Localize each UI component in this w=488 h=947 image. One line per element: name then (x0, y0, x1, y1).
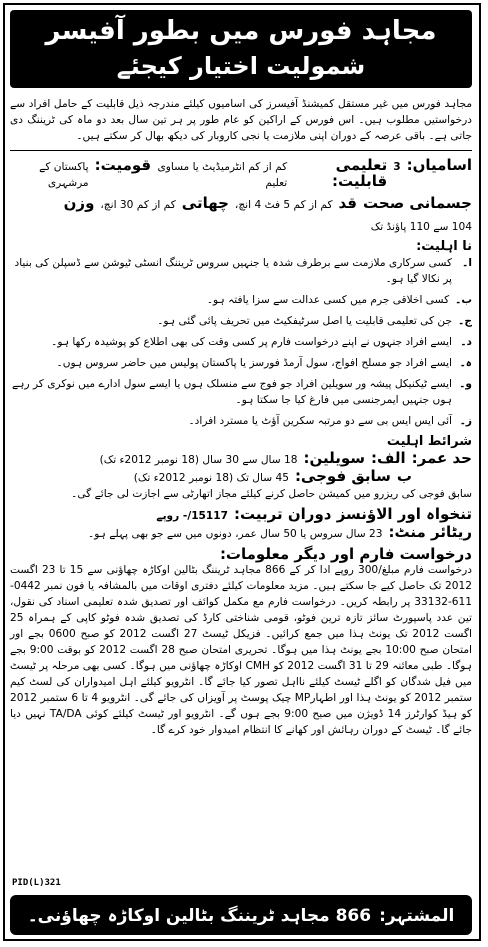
title-banner (10, 10, 472, 88)
weight-label: وزن (63, 194, 95, 212)
chest-value: کم از کم 30 انچ، (100, 199, 176, 211)
advertiser-banner (10, 895, 472, 935)
ex-serviceman-value: 45 سال تک (18 نومبر 2012ء تک) (133, 472, 289, 484)
item-mark: ہ۔ (459, 357, 472, 369)
item-text: جن کی تعلیمی قابلیت یا اصل سرٹیفکیٹ میں تحریف پائی گئی ہو۔ (157, 315, 452, 327)
item-mark: و۔ (459, 378, 472, 390)
list-item (10, 355, 472, 371)
retirement-row (10, 524, 472, 542)
salary-value: 15117/- روپے (156, 510, 229, 522)
nationality-label: قومیت: (94, 156, 152, 174)
application-text: درخواست فارم مبلغ/300 روپے ادا کر کے 866 مجاہد ٹریننگ بٹالین اوکاڑہ چھاؤنی سے 15 تا 23 اگست 2012 تک حاصل کیے جا سکتے ہیں۔ مزید معلومات کیلئے دفتری اوقات میں بالمشافہ یا فون نمبر 0442-611-33132 پر رابطہ کریں۔ درخواست فارم مع مکمل کوائف اور تصدیق شدہ تعلیمی اسناد کی نقول، تین عدد پاسپورٹ سائز تازہ ترین فوٹو، قومی شناختی کارڈ کی تصدیق شدہ فوٹو کاپی کے ہمراہ 25 اگست 2012 تک یونٹ ہذا میں جمع کرائیں۔ فزیکل ٹیسٹ 27 اگست 2012 کو صبح 0600 بجے اور امتحان صبح 10:00 بجے یونٹ ہذا میں ہوگا۔ تحریری امتحان صبح 28 اگست 2012 کو بوقت 9:00 بجے ہوگا۔ طبی معائنہ 29 تا 31 اگست 2012 کو CMH اوکاڑہ چھاؤنی میں ہوگا۔ کسی بھی مرحلہ پر ٹیسٹ میں فیل شدگان کو اگلے ٹیسٹ کیلئے نااہل تصور کیا جائے گا۔ انٹرویو کیلئے اہل امیدواران کی لسٹ کیم ستمبر 2012 کو یونٹ ہذا اور اطہارMP چیک پوسٹ پر آویزاں کی جائے گی۔ انٹرویو 4 تا 6 ستمبر 2012 کو ہیڈ کوارٹرز 14 ڈویژن میں صبح 9:00 بجے ہوں گے۔ انٹرویو اور ٹیسٹ کیلئے کوئی TA/DA نہیں دیا جائے گا۔ ٹیسٹ کے دوران رہائش اور کھانے کا انتظام امیدوار خود کرے گا۔ (10, 564, 473, 736)
option-a-label: الف: (371, 449, 406, 467)
ex-serviceman-label: سابق فوجی: (294, 467, 391, 485)
divider (10, 150, 472, 151)
title-line-2: شمولیت اختیار کیجئے (116, 52, 366, 80)
item-text: آئی ایس ایس بی سے دو مرتبہ سکرین آؤٹ یا مسترد افراد۔ (188, 415, 452, 427)
education-label: تعلیمی قابلیت: (332, 156, 388, 190)
option-b-label: ب (396, 467, 412, 485)
height-value: کم از کم 5 فٹ 4 انچ، (234, 199, 333, 211)
item-mark: د۔ (460, 336, 472, 348)
item-text: کسی اخلاقی جرم میں کسی عدالت سے سزا یافتہ ہو۔ (206, 294, 450, 306)
retirement-value: 23 سال سروس یا 50 سال عمر، دونوں میں سے جو بھی پہلے ہو۔ (88, 528, 383, 540)
advertiser-value: 866 مجاہد ٹریننگ بٹالین اوکاڑہ چھاؤنی۔ (27, 905, 372, 926)
item-mark: ب۔ (455, 294, 472, 306)
list-item (10, 313, 472, 329)
advertiser-label: المشتہر: (379, 905, 455, 926)
civilian-age-row (10, 450, 472, 468)
ineligibility-heading: نا اہلیت: (416, 239, 472, 254)
chest-label: چھاتی (181, 194, 229, 212)
list-item (10, 255, 472, 287)
item-text: ایسے ٹیکنیکل پیشہ ور سویلین افراد جو فوج سے منسلک ہوں یا ایسے سول ادارے میں نوکری کر رہے ہوں جنہیں ایمرجنسی میں فارغ کیا جا سکتا ہو۔ (12, 378, 452, 406)
ineligibility-list (10, 255, 472, 429)
item-mark: ا۔ (462, 257, 472, 269)
ex-serviceman-age-row (10, 468, 472, 486)
ad-content (10, 96, 472, 738)
item-text: ایسے افراد جنہوں نے اپنے درخواست فارم پر کسی وقت کی بھی اطلاع کو پوشیدہ رکھا ہو۔ (51, 336, 452, 348)
conditions-heading: شرائط اہلیت (386, 434, 472, 449)
item-mark: ز۔ (459, 415, 472, 427)
list-item (10, 413, 472, 429)
ex-serviceman-note: سابق فوجی کی ریزرو میں کمیشن حاصل کرنے کیلئے مجاز اتھارٹی سے اجازت لی جائے گی۔ (71, 488, 472, 500)
age-label: حد عمر: (411, 449, 472, 467)
physical-row (10, 195, 472, 235)
civilian-value: 18 سال سے 30 سال (18 نومبر 2012ء تک) (99, 454, 298, 466)
pid-code: PID(L)321 (12, 878, 61, 888)
item-text: ایسے افراد جو مسلح افواج، سول آرمڈ فورسز یا پاکستان پولیس میں حاضر سروس ہوں۔ (56, 357, 452, 369)
weight-value: 104 سے 110 پاؤنڈ تک (370, 221, 472, 233)
list-item (10, 334, 472, 350)
physical-label: جسمانی صحت (363, 194, 472, 212)
item-mark: ج۔ (458, 315, 472, 327)
nationality-value: پاکستان کے مرشہری (39, 161, 89, 189)
retirement-label: ریٹائر منٹ: (388, 523, 472, 541)
item-text: کسی سرکاری ملازمت سے برطرف شدہ یا جنہیں سروس ٹریننگ انسٹی ٹیوشن سے ڈسپلن کی بنیاد پر نکالا گیا ہو۔ (14, 257, 452, 285)
list-item (10, 376, 472, 408)
posts-education-row (10, 157, 472, 191)
list-item (10, 292, 472, 308)
height-label: قد (338, 194, 358, 212)
salary-label: تنخواہ اور الاؤنسز دوران تربیت: (234, 505, 472, 523)
civilian-label: سویلین: (303, 449, 366, 467)
title-line-1: مجاہد فورس میں بطور آفیسر (45, 16, 437, 46)
intro-paragraph: مجاہد فورس میں غیر مستقل کمیشنڈ آفیسرز کی اسامیوں کیلئے مندرجہ ذیل قابلیت کے حامل افراد سے درخواستیں مطلوب ہیں۔ اس فورس کے اراکین کو عام طور پر ہر تین سال بعد دو ماہ کی ٹریننگ دی جاتی ہے۔ باقی عرصہ کے دوران اپنی ملازمت یا نجی کاروبار کی دیکھ بھال کر سکتے ہیں۔ (10, 98, 472, 142)
posts-count: 3 (393, 161, 401, 173)
salary-row (10, 506, 472, 524)
application-label: درخواست فارم اور دیگر معلومات: (219, 545, 472, 563)
education-value: کم از کم انٹرمیڈیٹ یا مساوی تعلیم (157, 161, 288, 189)
posts-label: اسامیاں: (406, 156, 472, 174)
